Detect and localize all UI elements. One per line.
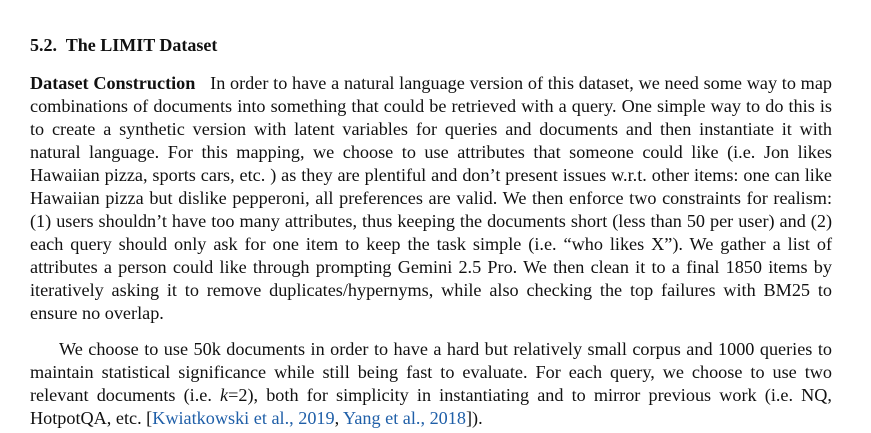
- citation-authors: Kwiatkowski et al.: [152, 408, 290, 428]
- citation-authors: Yang et al.: [343, 408, 421, 428]
- citation-yang-link[interactable]: [343, 408, 466, 428]
- paragraph-heading: Dataset Construction: [30, 73, 196, 93]
- paragraph-body: In order to have a natural language version of this dataset, we need some way to map combinations of documents into something that could be retrieved with a query. One simple way to do this is to create a synthetic version with latent variables for queries and documents and then instantiate it with natural language. For this mapping, we choose to use attributes that someone could like (i.e. Jon likes Hawaiian pizza, sports cars, etc. ) as they are plentiful and don’t present issues w.r.t. other items: one can like Hawaiian pizza but dislike pepperoni, all preferences are valid. We then enforce two constraints for realism: (1) users shouldn’t have too many attributes, thus keeping the documents short (less than 50 per user) and (2) each query should only ask for one item to keep the task simple (i.e. “who likes X”). We gather a list of attributes a person could like through prompting Gemini 2.5 Pro. We then clean it to a final 1850 items by iteratively asking it to remove duplicates/hypernyms, while also checking the top failures with BM25 to ensure no overlap.: [30, 73, 832, 323]
- citation-separator: ,: [420, 408, 430, 428]
- paragraph-dataset-construction: [30, 72, 832, 325]
- paragraph-corpus-size: [30, 338, 832, 430]
- citation-separator: ,: [334, 408, 344, 428]
- paragraph-text-end: ]).: [465, 408, 483, 428]
- citation-kwiatkowski-link[interactable]: [152, 408, 334, 428]
- section-heading: [30, 34, 217, 56]
- citation-year: 2019: [298, 408, 335, 428]
- section-number: 5.2.: [30, 35, 57, 55]
- citation-separator: ,: [289, 408, 299, 428]
- citation-year: 2018: [429, 408, 466, 428]
- section-title: The LIMIT Dataset: [65, 35, 218, 55]
- paragraph-text-start: We choose to use 50k documents in order to have a hard but relatively small corpus and 1000 queries to maintain statistical significance while still being fast to evaluate. For each query, we choose to use two relevant documents (i.e.: [30, 339, 832, 405]
- math-variable-k: k: [220, 385, 229, 405]
- paragraph-text-middle: =2), both for simplicity in instantiating and to mirror previous work (i.e. NQ, HotpotQA, etc. [: [30, 385, 832, 428]
